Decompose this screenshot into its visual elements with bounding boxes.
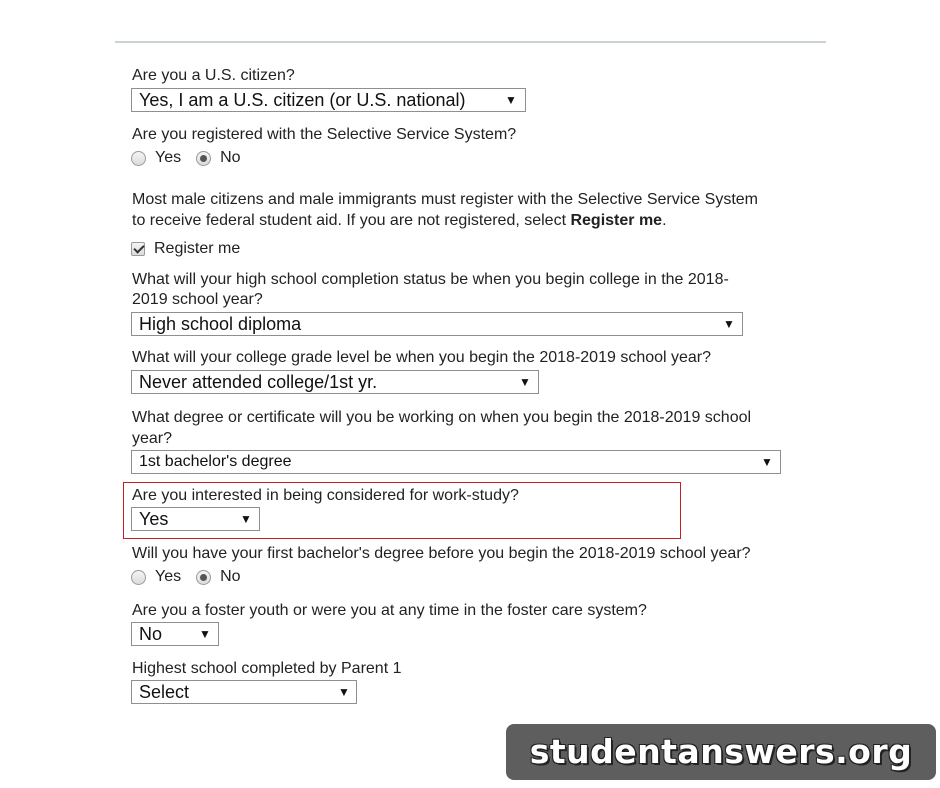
- first-bachelor-yes-label: Yes: [155, 568, 182, 585]
- degree-question-line2: year?: [132, 430, 173, 447]
- register-me-row: [131, 238, 255, 260]
- first-bachelor-no-radio[interactable]: [196, 570, 211, 585]
- chevron-down-icon: ▼: [761, 455, 773, 469]
- chevron-down-icon: ▼: [240, 512, 252, 526]
- citizen-select[interactable]: [131, 88, 526, 112]
- grade-level-select-value: Never attended college/1st yr.: [139, 372, 378, 392]
- first-bachelor-yes-radio[interactable]: [131, 570, 146, 585]
- chevron-down-icon: ▼: [338, 685, 350, 699]
- hs-status-question-line2: 2019 school year?: [132, 291, 263, 308]
- degree-question-line1: What degree or certificate will you be working on when you begin the 2018-2019 school: [132, 409, 752, 426]
- chevron-down-icon: ▼: [723, 317, 735, 331]
- grade-level-question: What will your college grade level be when you begin the 2018-2019 school year?: [132, 349, 712, 366]
- work-study-select[interactable]: [131, 507, 260, 531]
- degree-select[interactable]: [131, 450, 781, 474]
- parent1-question: Highest school completed by Parent 1: [132, 660, 402, 677]
- selective-service-radio-group: [131, 147, 256, 169]
- citizen-question: Are you a U.S. citizen?: [132, 67, 295, 84]
- first-bachelor-question: Will you have your first bachelor's degree before you begin the 2018-2019 school year?: [132, 545, 751, 562]
- note-line2-bold: Register me: [570, 212, 663, 229]
- hs-status-question-line1: What will your high school completion status be when you begin college in the 2018-: [132, 271, 729, 288]
- work-study-select-value: Yes: [139, 509, 169, 529]
- hs-status-select-value: High school diploma: [139, 314, 302, 334]
- citizen-select-value: Yes, I am a U.S. citizen (or U.S. national): [139, 90, 466, 110]
- note-line2-suffix: .: [662, 212, 667, 229]
- foster-select[interactable]: [131, 622, 219, 646]
- register-me-checkbox[interactable]: [131, 242, 145, 256]
- top-divider: [115, 41, 826, 43]
- parent1-select[interactable]: [131, 680, 357, 704]
- chevron-down-icon: ▼: [519, 375, 531, 389]
- note-line2-prefix: to receive federal student aid. If you are not registered, select: [132, 212, 571, 229]
- watermark-badge: [506, 724, 936, 780]
- hs-status-select[interactable]: [131, 312, 743, 336]
- selective-service-note-line1: Most male citizens and male immigrants must register with the Selective Service System: [132, 191, 758, 208]
- foster-question: Are you a foster youth or were you at any time in the foster care system?: [132, 602, 647, 619]
- chevron-down-icon: ▼: [505, 93, 517, 107]
- selective-service-no-radio[interactable]: [196, 151, 211, 166]
- degree-select-value: 1st bachelor's degree: [139, 453, 292, 470]
- register-me-label: Register me: [154, 240, 241, 257]
- selective-service-yes-label: Yes: [155, 149, 182, 166]
- parent1-select-value: Select: [139, 682, 190, 702]
- selective-service-note-line2: [132, 211, 667, 231]
- work-study-question: Are you interested in being considered for work-study?: [132, 487, 519, 504]
- first-bachelor-radio-group: [131, 566, 256, 588]
- grade-level-select[interactable]: [131, 370, 539, 394]
- selective-service-question: Are you registered with the Selective Service System?: [132, 126, 517, 143]
- watermark-text: studentanswers.org: [529, 732, 913, 771]
- first-bachelor-no-label: No: [220, 568, 241, 585]
- selective-service-yes-radio[interactable]: [131, 151, 146, 166]
- chevron-down-icon: ▼: [199, 627, 211, 641]
- selective-service-no-label: No: [220, 149, 241, 166]
- foster-select-value: No: [139, 624, 163, 644]
